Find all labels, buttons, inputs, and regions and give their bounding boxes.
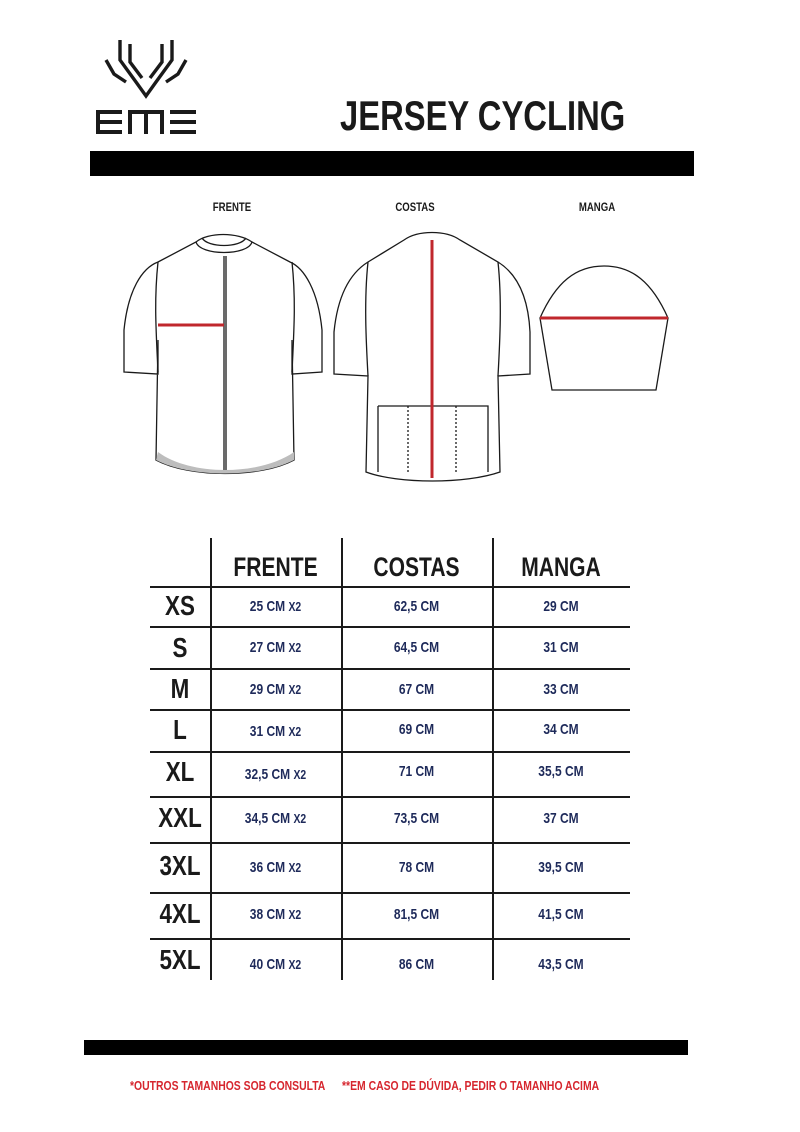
size-label: 5XL: [159, 944, 201, 975]
costas-cell: 64,5 CM: [393, 639, 440, 656]
manga-cell: 43,5 CM: [538, 956, 584, 973]
frente-cell: 31 CM X2: [249, 723, 302, 740]
eme-logo-icon: [92, 38, 200, 142]
size-label: S: [172, 632, 188, 663]
costas-cell: 71 CM: [398, 763, 435, 780]
frente-cell: 29 CM X2: [249, 681, 302, 698]
frente-cell: 25 CM X2: [249, 598, 302, 615]
frente-cell: 38 CM X2: [249, 906, 302, 923]
size-label: XS: [165, 590, 195, 621]
column-header-costas: COSTAS: [373, 552, 460, 582]
costas-cell: 78 CM: [398, 859, 435, 876]
manga-cell: 39,5 CM: [538, 859, 584, 876]
footnote-size-advice: **EM CASO DE DÚVIDA, PEDIR O TAMANHO ACIMA: [342, 1078, 600, 1093]
brand-logo: [92, 38, 200, 142]
manga-cell: 29 CM: [543, 598, 579, 615]
footer-divider: [84, 1040, 688, 1055]
table-rule: [150, 626, 630, 628]
table-rule: [150, 796, 630, 798]
table-divider: [210, 538, 212, 980]
size-table: [150, 538, 630, 980]
front-diagram-label: FRENTE: [212, 200, 252, 214]
back-diagram-label: COSTAS: [395, 200, 435, 214]
column-header-manga: MANGA: [521, 552, 601, 582]
table-divider: [341, 538, 343, 980]
size-label: XL: [165, 756, 195, 787]
costas-cell: 62,5 CM: [393, 598, 440, 615]
table-divider: [492, 538, 494, 980]
costas-cell: 73,5 CM: [393, 810, 440, 827]
size-label: XXL: [158, 802, 202, 833]
size-label: 3XL: [159, 850, 201, 881]
jersey-front-diagram: [124, 235, 322, 474]
front-hem-panel: [156, 452, 294, 474]
table-rule: [150, 751, 630, 753]
sleeve-diagram-label: MANGA: [578, 200, 616, 214]
footnote-other-sizes: *OUTROS TAMANHOS SOB CONSULTA: [130, 1078, 326, 1093]
size-label: L: [173, 714, 187, 745]
table-rule: [150, 892, 630, 894]
manga-cell: 34 CM: [543, 721, 579, 738]
frente-cell: 36 CM X2: [249, 859, 302, 876]
page-title: JERSEY CYCLING: [340, 92, 626, 139]
manga-cell: 33 CM: [543, 681, 579, 698]
column-header-frente: FRENTE: [233, 552, 318, 582]
manga-cell: 37 CM: [543, 810, 579, 827]
size-label: M: [170, 673, 190, 704]
costas-cell: 81,5 CM: [393, 906, 440, 923]
size-label: 4XL: [159, 898, 201, 929]
table-rule: [150, 586, 630, 588]
table-rule: [150, 842, 630, 844]
header-divider: [90, 151, 694, 176]
table-rule: [150, 709, 630, 711]
table-rule: [150, 668, 630, 670]
costas-cell: 69 CM: [398, 721, 435, 738]
frente-cell: 32,5 CM X2: [244, 766, 307, 783]
manga-cell: 31 CM: [543, 639, 579, 656]
manga-cell: 41,5 CM: [538, 906, 584, 923]
costas-cell: 86 CM: [398, 956, 435, 973]
frente-cell: 40 CM X2: [249, 956, 302, 973]
frente-cell: 27 CM X2: [249, 639, 302, 656]
jersey-back-diagram: [334, 233, 530, 482]
costas-cell: 67 CM: [398, 681, 435, 698]
manga-cell: 35,5 CM: [538, 763, 584, 780]
sleeve-diagram: [540, 266, 668, 390]
frente-cell: 34,5 CM X2: [244, 810, 307, 827]
table-rule: [150, 938, 630, 940]
